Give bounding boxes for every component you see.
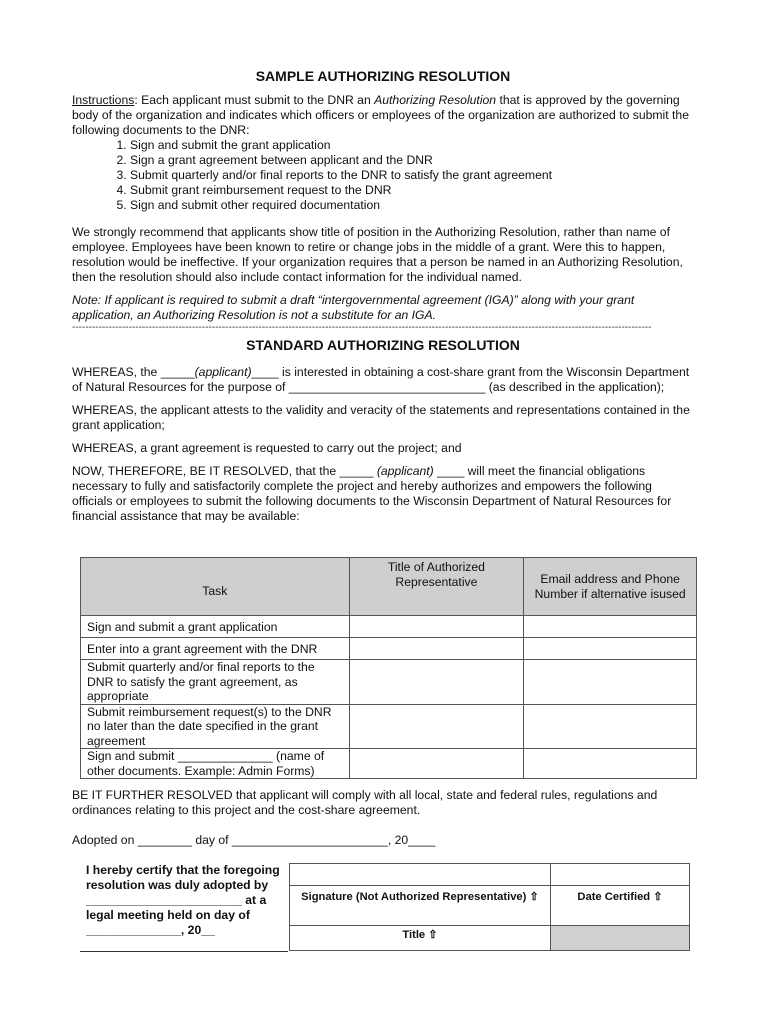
header-task: Task [81,558,350,616]
list-item: 5. Sign and submit other required documentation [130,198,694,213]
instructions-paragraph: Instructions: Each applicant must submit to the DNR an Authorizing Resolution that is approved by the governing body of the organization and indicates which officers or employees of the organization are authorized to submit the following documents to the DNR: [72,93,689,137]
title-input-cell[interactable] [349,638,524,660]
adopted-line: Adopted on ________ day of _______________________, 20____ [72,833,436,847]
table-row: Sign and submit a grant application [81,616,350,638]
list-item: 3. Submit quarterly and/or final reports to the DNR to satisfy the grant agreement [130,168,694,183]
date-label: Date Certified ⇧ [551,886,690,926]
header-title: Title of Authorized Representative [349,558,524,616]
note-paragraph: Note: If applicant is required to submit a draft “intergovernmental agreement (IGA)” along with your grant application, an Authorizing Resolution is not a substitute for an IGA. [72,293,635,322]
task-table-wrap [72,557,697,779]
table-row: Enter into a grant agreement with the DNR [81,638,350,660]
signature-field[interactable] [290,864,551,886]
whereas-attests: WHEREAS, the applicant attests to the validity and veracity of the statements and representations contained in the grant application; [72,403,690,432]
email-input-cell[interactable] [524,749,697,779]
standard-title: STANDARD AUTHORIZING RESOLUTION [246,337,520,353]
table-row: Submit reimbursement request(s) to the DNR no later than the date specified in the grant agreement [81,704,350,749]
certification-text: I hereby certify that the foregoing resolution was duly adopted by _______________________ at a legal meeting held on day of ______________, 20__ [86,863,280,937]
further-resolved: BE IT FURTHER RESOLVED that applicant will comply with all local, state and federal rules, regulations and ordinances relating to this project and the cost-share agreement. [72,788,658,817]
document-title: SAMPLE AUTHORIZING RESOLUTION [255,68,511,84]
recommendation-paragraph: We strongly recommend that applicants show title of position in the Authorizing Resolution, rather than name of employee. Employees have been known to retire or change jobs in the middle of a grant. Were this to happen, resolution would be ineffective. If your organization requires that a person be named in an Authorizing Resolution, then the resolution should also include contact information for the individual named. [72,225,683,284]
shaded-cell [551,926,690,951]
title-input-cell[interactable] [349,616,524,638]
email-input-cell[interactable] [524,660,697,705]
signature-table [289,863,690,951]
title-input-cell[interactable] [349,704,524,749]
task-table [80,557,697,779]
instructions-list [72,138,694,213]
title-label: Title ⇧ [290,926,551,951]
email-input-cell[interactable] [524,616,697,638]
table-row: Sign and submit ______________ (name of other documents. Example: Admin Forms) [81,749,350,779]
resolved-paragraph: NOW, THEREFORE, BE IT RESOLVED, that the _____ (applicant) ____ will meet the financial obligations necessary to fully and satisfactorily complete the project and hereby authorizes and empowers the following officials or employees to submit the following documents to the Wisconsin Department of Natural Resources for financial assistance that may be available: [72,464,672,523]
list-item: 4. Submit grant reimbursement request to the DNR [130,183,694,198]
table-row: Submit quarterly and/or final reports to the DNR to satisfy the grant agreement, as appropriate [81,660,350,705]
list-item: 1. Sign and submit the grant application [130,138,694,153]
instructions-label: Instructions [72,93,135,107]
email-input-cell[interactable] [524,638,697,660]
document-page [72,60,694,530]
title-input-cell[interactable] [349,749,524,779]
title-input-cell[interactable] [349,660,524,705]
header-email: Email address and Phone Number if alternative isused [524,558,697,616]
whereas-agreement: WHEREAS, a grant agreement is requested to carry out the project; and [72,441,462,455]
signature-label: Signature (Not Authorized Representative) ⇧ [290,886,551,926]
email-input-cell[interactable] [524,704,697,749]
list-item: 2. Sign a grant agreement between applicant and the DNR [130,153,694,168]
certification-rule [80,951,288,952]
date-field[interactable] [551,864,690,886]
divider: ------------------------------------------------------------------------------------------------------------------------------------------------------------------------------ [72,323,652,333]
whereas-applicant: WHEREAS, the _____(applicant)____ is interested in obtaining a cost-share grant from the Wisconsin Department of Natural Resources for the purpose of _____________________________ (as described in the application); [72,365,690,394]
